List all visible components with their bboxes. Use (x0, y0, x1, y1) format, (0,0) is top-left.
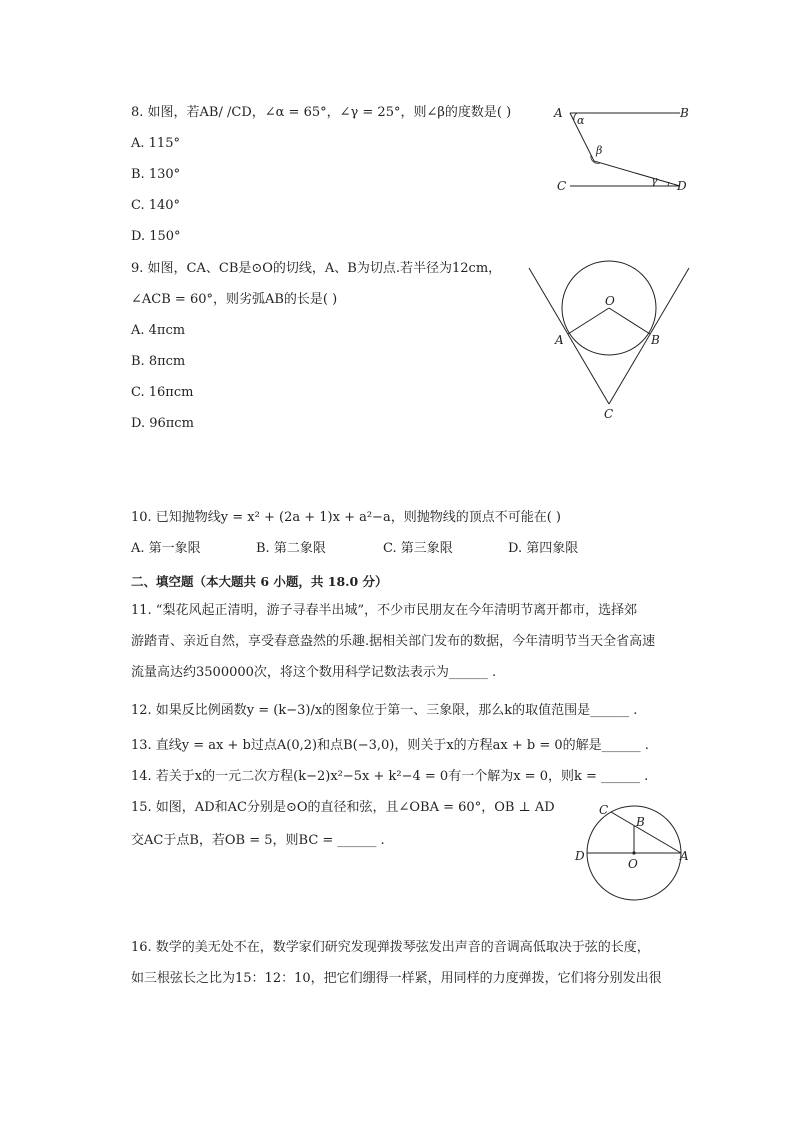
q8-label-a: A (554, 106, 563, 120)
q9-label-a: A (555, 333, 564, 347)
q8-stem: 8. 如图，若AB/ /CD，∠α = 65°，∠γ = 25°，则∠β的度数是( ) (131, 105, 512, 120)
q15-label-o: O (628, 857, 638, 871)
q9-option-a: A. 4πcm (131, 323, 186, 338)
q8-option-b: B. 130° (131, 167, 181, 182)
q15-label-d: D (575, 849, 585, 863)
q16-line2: 如三根弦长之比为15：12：10，把它们绷得一样紧，用同样的力度弹拨，它们将分别发出很 (131, 971, 662, 986)
q9-label-c: C (604, 407, 614, 421)
q9-radius-oa (568, 308, 609, 334)
q15-chord-ac (611, 812, 681, 853)
q16-line1: 16. 数学的美无处不在，数学家们研究发现弹拨琴弦发出声音的音调高低取决于弦的长度， (131, 940, 650, 955)
q9-label-o: O (605, 294, 615, 308)
q15-center-dot (632, 851, 635, 854)
q9-option-d: D. 96πcm (131, 416, 194, 431)
q9-stem-line2: ∠ACB = 60°，则劣弧AB的长是( ) (131, 292, 338, 307)
q8-label-beta: β (596, 144, 603, 157)
q9-figure (525, 262, 700, 427)
q9-option-c: C. 16πcm (131, 385, 194, 400)
q11-line3: 流量高达约3500000次，将这个数用科学记数法表示为______ . (131, 665, 497, 680)
q8-label-gamma: γ (651, 174, 658, 187)
q10-option-d: D. 第四象限 (508, 541, 579, 556)
q15-figure (570, 800, 700, 905)
q11-line2: 游踏青、亲近自然，享受春意盎然的乐趣.据相关部门发布的数据，今年清明节当天全省高速 (131, 634, 656, 649)
q8-label-d: D (677, 179, 687, 193)
q10-stem: 10. 已知抛物线y = x² + (2a + 1)x + a²−a，则抛物线的顶点不可能在( ) (131, 510, 561, 525)
q15-line2: 交AC于点B，若OB = 5，则BC = ______ . (131, 833, 385, 848)
q9-stem-line1: 9. 如图，CA、CB是⊙O的切线，A、B为切点.若半径为12cm， (131, 261, 502, 276)
q10-option-b: B. 第二象限 (256, 541, 326, 556)
q10-option-a: A. 第一象限 (131, 541, 201, 556)
q11-line1: 11. “梨花风起正清明，游子寻春半出城”，不少市民朋友在今年清明节离开都市，选择郊 (131, 603, 638, 618)
q8-option-d: D. 150° (131, 229, 181, 244)
q8-label-c: C (557, 179, 567, 193)
q9-radius-ob (609, 308, 650, 334)
q8-label-b: B (680, 106, 689, 120)
q15-line1: 15. 如图，AD和AC分别是⊙O的直径和弦，且∠OBA = 60°，OB ⊥ AD (131, 800, 555, 815)
q9-label-b: B (651, 333, 660, 347)
q8-label-alpha: α (577, 114, 585, 127)
q8-option-a: A. 115° (131, 136, 180, 151)
q8-figure (550, 100, 700, 200)
q15-label-b: B (636, 815, 645, 829)
q8-zigzag (570, 113, 680, 186)
q10-option-c: C. 第三象限 (383, 541, 453, 556)
q8-option-c: C. 140° (131, 198, 181, 213)
q13-stem: 13. 直线y = ax + b过点A(0,2)和点B(−3,0)，则关于x的方程ax + b = 0的解是______ . (131, 738, 649, 753)
q15-label-c: C (599, 803, 609, 817)
section-title: 二、填空题（本大题共 6 小题，共 18.0 分） (131, 574, 388, 589)
q14-stem: 14. 若关于x的一元二次方程(k−2)x²−5x + k²−4 = 0有一个解为x = 0，则k = ______ . (131, 769, 649, 784)
q9-option-b: B. 8πcm (131, 354, 186, 369)
q15-label-a: A (680, 849, 689, 863)
q12-stem: 12. 如果反比例函数y = (k−3)/x的图象位于第一、三象限，那么k的取值范围是______ . (131, 703, 638, 718)
q9-tangent-ca (529, 268, 609, 404)
q9-tangent-cb (609, 268, 689, 404)
